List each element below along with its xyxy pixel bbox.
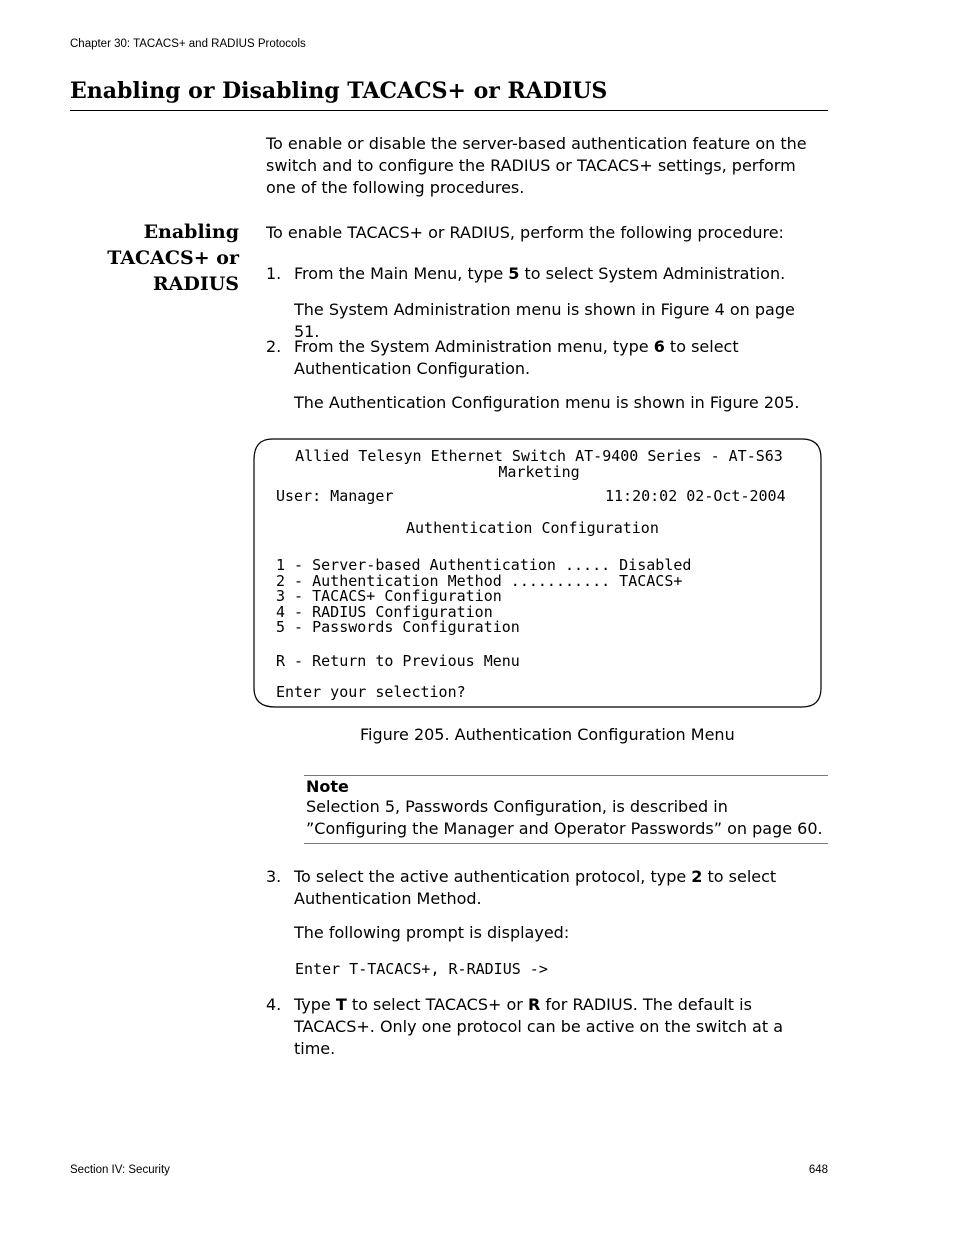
subsection-heading — [70, 219, 239, 297]
screen-return-item: R - Return to Previous Menu — [276, 652, 520, 670]
step-result: The following prompt is displayed: — [294, 923, 570, 942]
section-title: Enabling or Disabling TACACS+ or RADIUS — [70, 78, 608, 104]
step-key: 5 — [508, 264, 520, 283]
figure-caption: Figure 205. Authentication Configuration Menu — [360, 725, 735, 744]
screen-title-line: Allied Telesyn Ethernet Switch AT-9400 Series - AT-S63 — [295, 447, 783, 465]
screen-menu-item: 4 - RADIUS Configuration — [276, 602, 493, 621]
note-label: Note — [306, 777, 349, 796]
step-text: To select the active authentication protocol, type 2 to select Authentication Method. — [294, 867, 777, 908]
screen-menu-item: 5 - Passwords Configuration — [276, 618, 520, 636]
running-header: Chapter 30: TACACS+ and RADIUS Protocols — [70, 38, 306, 50]
screen-timestamp: 11:20:02 02-Oct-2004 — [605, 487, 786, 505]
screen-menu-item: 1 - Server-based Authentication ..... Disabled — [276, 556, 692, 574]
screen-menu-item: 2 - Authentication Method ........... TACACS+ — [276, 571, 683, 590]
step-key: 2 — [691, 867, 703, 886]
step-key: T — [335, 995, 347, 1014]
step-result: The Authentication Configuration menu is shown in Figure 205. — [294, 393, 800, 412]
subsection-heading-line: TACACS+ or — [107, 247, 239, 269]
title-rule — [70, 110, 828, 111]
screen-user: User: Manager — [276, 487, 394, 505]
screen-title — [254, 448, 824, 480]
subsection-heading-line: RADIUS — [152, 273, 239, 295]
subsection-heading-line: Enabling — [143, 221, 239, 243]
step-key: R — [527, 995, 541, 1014]
step-text: From the System Administration menu, type 6 to select Authentication Configuration. — [294, 337, 739, 378]
step-number: 1. — [266, 264, 282, 283]
intro-paragraph: To enable or disable the server-based authentication feature on the switch and to configure the RADIUS or TACACS+ settings, perform one of the following procedures. — [266, 134, 807, 197]
step-number: 3. — [266, 867, 282, 886]
screen-menu-item: 3 - TACACS+ Configuration — [276, 587, 502, 605]
step-result: The System Administration menu is shown in Figure 4 on page 51. — [294, 300, 795, 341]
screen-prompt: Enter your selection? — [276, 683, 466, 701]
step-number: 2. — [266, 337, 282, 356]
screen-menu-title: Authentication Configuration — [406, 519, 659, 537]
note-top-rule — [304, 775, 828, 776]
procedure-intro: To enable TACACS+ or RADIUS, perform the following procedure: — [266, 223, 784, 242]
step-text: From the Main Menu, type 5 to select System Administration. — [294, 264, 786, 283]
note-bottom-rule — [304, 843, 828, 844]
screen-title-line: Marketing — [498, 463, 580, 481]
page-number: 648 — [808, 1164, 828, 1176]
note-text: Selection 5, Passwords Configuration, is described in ”Configuring the Manager and Operator Passwords” on page 60. — [306, 797, 823, 838]
step-key: 6 — [653, 337, 665, 356]
step-number: 4. — [266, 995, 282, 1014]
footer-section: Section IV: Security — [70, 1164, 170, 1176]
prompt-example: Enter T-TACACS+, R-RADIUS -> — [295, 960, 548, 978]
screen-menu-list — [276, 558, 691, 636]
step-text: Type T to select TACACS+ or R for RADIUS. The default is TACACS+. Only one protocol can be active on the switch at a time. — [294, 995, 784, 1058]
